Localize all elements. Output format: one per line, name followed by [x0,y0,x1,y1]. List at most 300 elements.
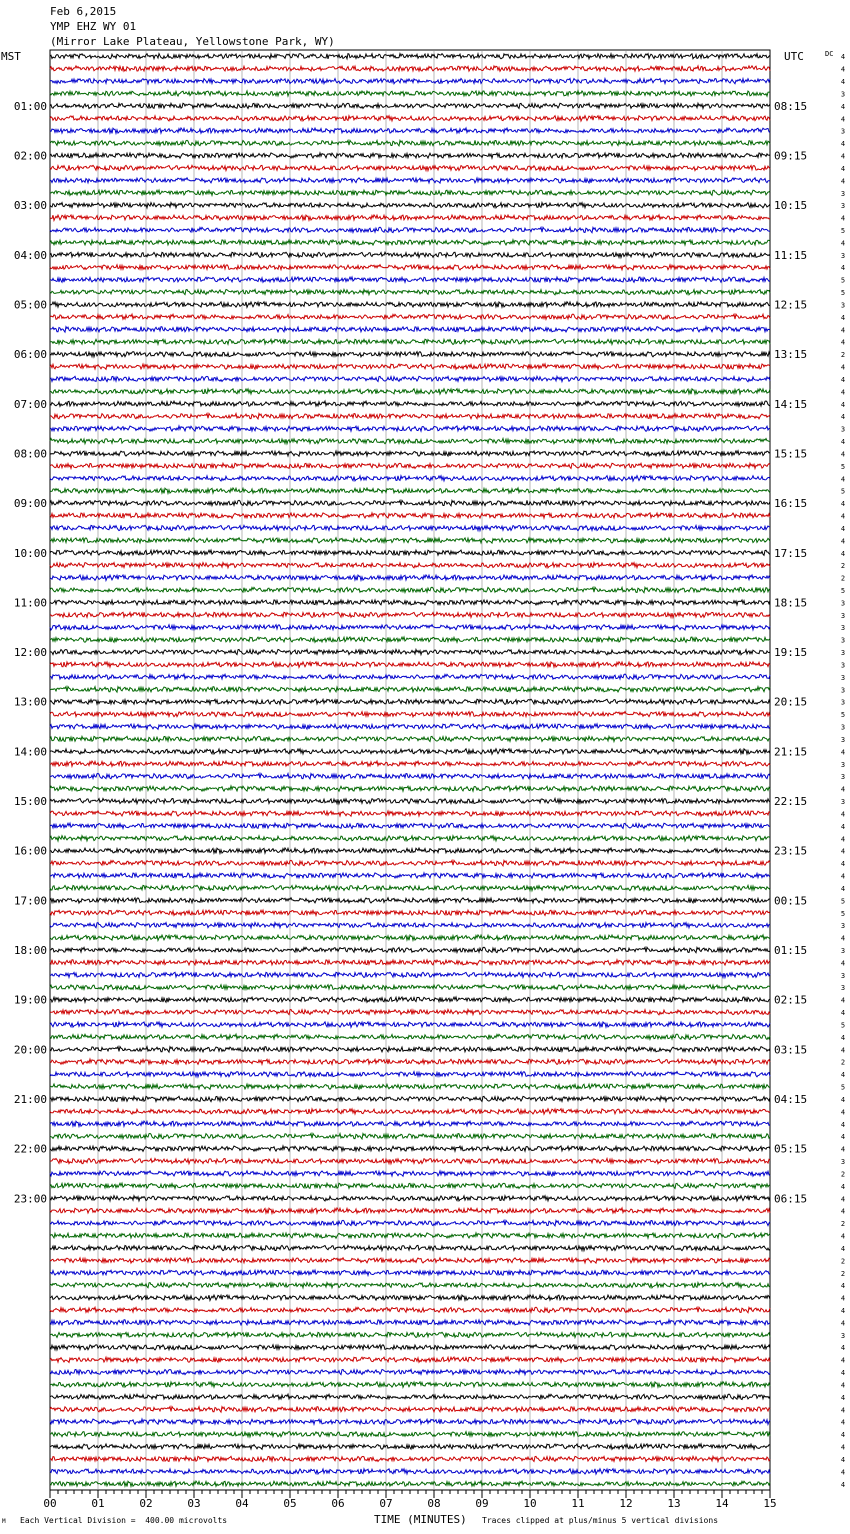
left-hour-label: 12:00 [13,646,47,660]
dc-offset-value: 3 [840,127,846,136]
right-hour-label: 05:15 [774,1142,808,1156]
seismic-trace [50,836,770,841]
left-hour-label: 06:00 [13,348,47,362]
dc-offset-value: 4 [840,438,846,447]
left-timezone-label: MST [1,50,21,63]
dc-offset-value: 4 [840,388,846,397]
dc-offset-value: 4 [840,1232,846,1241]
seismic-trace [50,190,770,195]
left-hour-label: 19:00 [13,993,47,1007]
dc-offset-value: 4 [840,400,846,409]
footer-mark: M [2,1518,6,1525]
dc-offset-value: 4 [840,1369,846,1378]
x-tick-label: 02 [139,1497,153,1510]
seismic-trace [50,463,770,468]
dc-offset-value: 4 [840,549,846,558]
seismic-trace [50,1432,770,1437]
seismic-trace [50,650,770,655]
dc-offset-value: 4 [840,313,846,322]
dc-offset-value: 2 [840,351,846,360]
dc-offset-value: 3 [840,636,846,645]
seismic-trace [50,1481,770,1486]
dc-offset-value: 4 [840,326,846,335]
dc-offset-value: 3 [840,947,846,955]
dc-offset-value: 4 [840,1033,846,1042]
dc-offset-value: 4 [840,537,846,546]
seismic-trace [50,439,770,444]
seismic-trace [50,712,770,717]
seismic-trace [50,500,770,506]
dc-offset-value: 4 [840,450,846,459]
dc-offset-value: 5 [840,711,846,720]
seismic-trace [50,1022,770,1028]
seismic-trace [50,997,770,1002]
dc-offset-value: 4 [840,214,846,223]
seismic-trace [50,103,770,108]
dc-offset-value: 4 [840,1468,846,1477]
dc-offset-value: 4 [840,475,846,484]
dc-offset-value: 4 [840,53,846,62]
x-tick-label: 11 [571,1497,585,1510]
right-timezone-label: UTC [784,50,804,63]
seismic-trace [50,1208,770,1213]
seismic-trace [50,116,770,121]
seismic-trace [50,302,770,308]
clip-note: Traces clipped at plus/minus 5 vertical divisions [482,1516,719,1525]
seismic-trace [50,923,770,928]
seismic-trace [50,277,770,282]
seismic-trace [50,389,770,394]
left-hour-label: 15:00 [13,795,47,809]
seismic-trace [50,1295,770,1301]
left-hour-label: 23:00 [13,1192,47,1206]
dc-offset-value: 5 [840,276,846,285]
seismic-trace [50,1245,770,1250]
left-hour-label: 16:00 [13,844,47,858]
vertical-scale-note: Each Vertical Division = 400.00 microvolts [20,1516,228,1525]
left-hour-label: 18:00 [13,944,47,957]
seismic-trace [50,327,770,333]
x-tick-label: 15 [763,1497,777,1510]
seismic-trace [50,860,770,866]
dc-offset-value: 3 [840,624,846,633]
seismic-trace [50,1171,770,1176]
dc-offset-value: 3 [840,698,846,707]
left-hour-label: 22:00 [13,1142,47,1156]
dc-offset-value: 3 [840,611,846,620]
right-hour-label: 01:15 [774,944,808,957]
left-hour-label: 03:00 [13,199,47,213]
dc-offset-value: 4 [840,860,846,869]
dc-offset-value: 4 [840,512,846,521]
dc-offset-value: 4 [840,338,846,347]
seismic-trace [50,873,770,878]
seismic-trace [50,203,770,208]
dc-offset-value: 4 [840,115,846,124]
seismic-trace [50,1394,770,1399]
dc-offset-value: 3 [840,251,846,260]
seismic-trace [50,1357,770,1362]
dc-offset-value: 4 [840,264,846,273]
right-hour-label: 13:15 [774,348,808,362]
left-hour-label: 21:00 [13,1092,47,1106]
dc-offset-value: 4 [840,1108,846,1117]
dc-offset-value: 3 [840,1331,846,1340]
seismic-trace [50,153,770,158]
dc-offset-value: 3 [840,425,846,434]
dc-offset-value: 4 [840,1244,846,1253]
seismic-trace [50,985,770,990]
seismic-trace [50,699,770,704]
dc-offset-value: 4 [840,102,846,111]
dc-offset-value: 4 [840,1319,846,1328]
seismic-trace [50,128,770,133]
dc-offset-value: 4 [840,1145,846,1154]
dc-offset-value: 4 [840,934,846,943]
right-hour-label: 06:15 [774,1192,808,1206]
dc-offset-value: 4 [840,872,846,881]
seismic-trace [50,1183,770,1188]
right-hour-label: 11:15 [774,248,808,262]
seismic-trace [50,376,770,381]
seismic-trace [50,1419,770,1424]
dc-offset-value: 3 [840,202,846,211]
dc-offset-value: 4 [840,1071,846,1080]
left-hour-label: 09:00 [13,497,47,511]
dc-offset-value: 4 [840,785,846,794]
dc-offset-value: 4 [840,1009,846,1018]
left-hour-label: 20:00 [13,1043,47,1057]
seismic-trace [50,364,770,369]
seismic-trace [50,1345,770,1350]
seismic-trace [50,1382,770,1388]
dc-offset-value: 4 [840,884,846,893]
dc-offset-value: 4 [840,1418,846,1427]
x-tick-label: 12 [619,1497,633,1510]
seismic-trace [50,1121,770,1126]
right-hour-label: 23:15 [774,844,808,858]
left-hour-label: 13:00 [13,695,47,709]
x-tick-label: 08 [427,1497,441,1510]
left-hour-label: 17:00 [13,894,47,908]
dc-offset-value: 4 [840,375,846,384]
dc-offset-value: 4 [840,1344,846,1353]
dc-offset-value: 3 [840,301,846,310]
seismic-trace [50,1084,770,1089]
seismic-trace [50,674,770,679]
seismic-trace [50,1469,770,1474]
right-hour-label: 19:15 [774,646,808,660]
seismic-trace [50,140,770,146]
seismic-trace [50,1196,770,1201]
dc-offset-value: 3 [840,773,846,782]
dc-offset-value: 3 [840,723,846,732]
dc-offset-value: 4 [840,152,846,161]
seismic-trace [50,1283,770,1288]
seismic-trace [50,935,770,941]
seismic-trace [50,587,770,593]
left-hour-label: 07:00 [13,397,47,411]
x-axis-title: TIME (MINUTES) [374,1513,467,1526]
right-hour-label: 18:15 [774,596,808,610]
seismic-trace [50,451,770,456]
x-tick-label: 14 [715,1497,729,1510]
x-tick-label: 09 [475,1497,489,1510]
seismic-trace [50,885,770,890]
seismic-trace [50,960,770,965]
dc-offset-value: 4 [840,1282,846,1291]
dc-offset-value: 2 [840,562,846,571]
seismic-trace [50,414,770,419]
left-hour-label: 01:00 [13,99,47,113]
dc-offset-value: 5 [840,487,846,496]
dc-offset-value: 3 [840,760,846,769]
right-hour-label: 16:15 [774,497,808,511]
dc-offset-value: 3 [840,599,846,608]
dc-offset-value: 5 [840,587,846,595]
dc-offset-value: 4 [840,363,846,372]
seismic-trace [50,314,770,319]
seismic-trace [50,290,770,295]
dc-offset-value: 4 [840,1207,846,1216]
seismic-trace [50,898,770,903]
dc-offset-value: 2 [840,1257,846,1266]
right-hour-label: 21:15 [774,745,808,759]
left-hour-label: 04:00 [13,248,47,262]
seismic-trace [50,1109,770,1114]
right-hour-label: 04:15 [774,1092,808,1106]
dc-offset-value: 3 [840,189,846,198]
dc-offset-value: 4 [840,177,846,186]
dc-offset-value: 3 [840,984,846,993]
seismic-trace [50,563,770,568]
dc-offset-value: 5 [840,897,846,906]
seismic-trace [50,1146,770,1151]
dc-offset-value: 2 [840,1220,846,1229]
dc-offset-value: 4 [840,810,846,819]
dc-offset-value: 4 [840,1443,846,1452]
right-hour-label: 02:15 [774,993,808,1007]
seismic-trace [50,79,770,84]
dc-offset-value: 2 [840,1269,846,1278]
seismic-trace [50,1133,770,1139]
seismic-trace [50,1320,770,1325]
seismic-trace [50,66,770,71]
right-hour-label: 09:15 [774,149,808,163]
dc-offset-value: 5 [840,909,846,918]
seismic-trace [50,91,770,96]
seismic-trace [50,600,770,605]
station-code: YMP EHZ WY 01 [50,20,137,33]
dc-offset-value: 4 [840,1431,846,1440]
dc-offset-value: 4 [840,1455,846,1464]
station-location: (Mirror Lake Plateau, Yellowstone Park, WY) [50,35,335,48]
seismic-trace [50,178,770,183]
dc-offset-value: 5 [840,1021,846,1030]
x-tick-label: 03 [187,1497,201,1510]
dc-offset-value: 4 [840,822,846,831]
left-hour-label: 08:00 [13,447,47,461]
seismic-trace [50,1307,770,1313]
x-tick-label: 07 [379,1497,393,1510]
seismic-trace [50,538,770,543]
right-hour-label: 12:15 [774,298,808,312]
seismic-trace [50,488,770,493]
seismic-trace [50,724,770,729]
right-hour-label: 17:15 [774,546,808,560]
seismic-trace [50,215,770,221]
dc-offset-value: 3 [840,686,846,695]
seismic-trace [50,1059,770,1064]
seismic-trace [50,165,770,170]
dc-offset-value: 4 [840,524,846,533]
dc-offset-value: 4 [840,835,846,844]
seismic-trace [50,476,770,481]
right-hour-label: 20:15 [774,695,808,709]
seismic-trace [50,662,770,668]
seismic-trace [50,947,770,953]
dc-offset-value: 3 [840,1158,846,1167]
dc-offset-value: 3 [840,661,846,670]
right-hour-label: 14:15 [774,397,808,411]
seismic-trace [50,1258,770,1263]
dc-offset-value: 4 [840,1294,846,1303]
dc-offset-value: 5 [840,227,846,235]
left-hour-label: 05:00 [13,298,47,312]
dc-offset-value: 3 [840,649,846,658]
dc-offset-value: 5 [840,1083,846,1092]
seismic-trace [50,1010,770,1015]
x-tick-label: 01 [91,1497,105,1510]
dc-offset-value: 4 [840,959,846,968]
left-hour-label: 11:00 [13,596,47,610]
dc-offset-value: 4 [840,1182,846,1191]
seismic-trace [50,352,770,357]
dc-offset-value: 4 [840,1381,846,1390]
seismic-trace [50,848,770,853]
seismic-trace [50,1456,770,1461]
dc-offset-value: 2 [840,1058,846,1067]
seismic-trace [50,910,770,915]
seismic-trace [50,1233,770,1238]
seismic-trace [50,1096,770,1101]
seismic-trace [50,550,770,555]
dc-offset-value: 4 [840,1195,846,1204]
x-tick-label: 10 [523,1497,537,1510]
seismic-trace [50,799,770,804]
dc-offset-value: 4 [840,239,846,248]
seismic-trace [50,687,770,693]
left-hour-label: 10:00 [13,546,47,560]
dc-offset-value: 4 [840,1356,846,1365]
dc-offset-value: 4 [840,748,846,757]
seismic-trace [50,625,770,630]
seismic-trace [50,1370,770,1375]
x-tick-label: 00 [43,1497,57,1510]
dc-offset-value: 4 [840,164,846,173]
dc-offset-value: 4 [840,1393,846,1402]
dc-offset-value: 4 [840,1046,846,1055]
seismic-trace [50,513,770,518]
dc-offset-value: 4 [840,1406,846,1415]
seismic-trace [50,339,770,344]
seismic-trace [50,736,770,741]
x-tick-label: 05 [283,1497,297,1510]
dc-offset-value: 4 [840,1095,846,1104]
seismic-trace [50,426,770,431]
seismic-trace [50,227,770,233]
dc-offset-value: 4 [840,1133,846,1142]
right-hour-label: 08:15 [774,99,808,113]
dc-offset-value: 4 [840,140,846,149]
dc-column-label: DC [825,50,834,58]
seismic-trace [50,401,770,406]
dc-offset-value: 4 [840,1307,846,1315]
dc-offset-value: 4 [840,78,846,87]
right-hour-label: 22:15 [774,795,808,809]
seismic-trace [50,240,770,245]
seismic-trace [50,54,770,59]
seismic-trace [50,1270,770,1275]
seismic-trace [50,1072,770,1077]
seismic-trace [50,811,770,816]
dc-offset-value: 3 [840,90,846,99]
seismic-trace [50,1444,770,1449]
left-hour-label: 14:00 [13,745,47,759]
dc-offset-value: 4 [840,1480,846,1489]
dc-offset-value: 4 [840,847,846,856]
dc-offset-value: 3 [840,922,846,931]
dc-offset-value: 2 [840,1170,846,1179]
dc-offset-value: 3 [840,798,846,807]
dc-offset-value: 5 [840,289,846,298]
dc-offset-value: 3 [840,673,846,682]
seismic-trace [50,761,770,766]
dc-offset-value: 4 [840,413,846,422]
dc-offset-value: 4 [840,1120,846,1129]
seismic-trace [50,637,770,642]
right-hour-label: 03:15 [774,1043,808,1057]
x-tick-label: 04 [235,1497,249,1510]
seismic-trace [50,1047,770,1053]
dc-offset-value: 4 [840,65,846,74]
seismic-trace [50,823,770,828]
dc-offset-value: 3 [840,735,846,744]
x-tick-label: 06 [331,1497,345,1510]
seismic-trace [50,1332,770,1337]
seismic-trace [50,252,770,257]
dc-offset-value: 2 [840,574,846,583]
plot-date: Feb 6,2015 [50,5,117,18]
left-hour-label: 02:00 [13,149,47,163]
seismic-trace [50,972,770,977]
seismic-trace [50,525,770,530]
right-hour-label: 15:15 [774,447,808,461]
seismic-trace [50,575,770,581]
seismic-trace [50,265,770,270]
x-tick-label: 13 [667,1497,681,1510]
dc-offset-value: 4 [840,996,846,1005]
seismic-trace [50,1220,770,1226]
seismic-trace [50,749,770,754]
seismic-trace [50,612,770,617]
right-hour-label: 10:15 [774,199,808,213]
seismic-trace [50,1034,770,1039]
right-hour-label: 00:15 [774,894,808,908]
seismic-trace [50,1407,770,1413]
seismic-trace [50,786,770,791]
dc-offset-value: 4 [840,500,846,509]
